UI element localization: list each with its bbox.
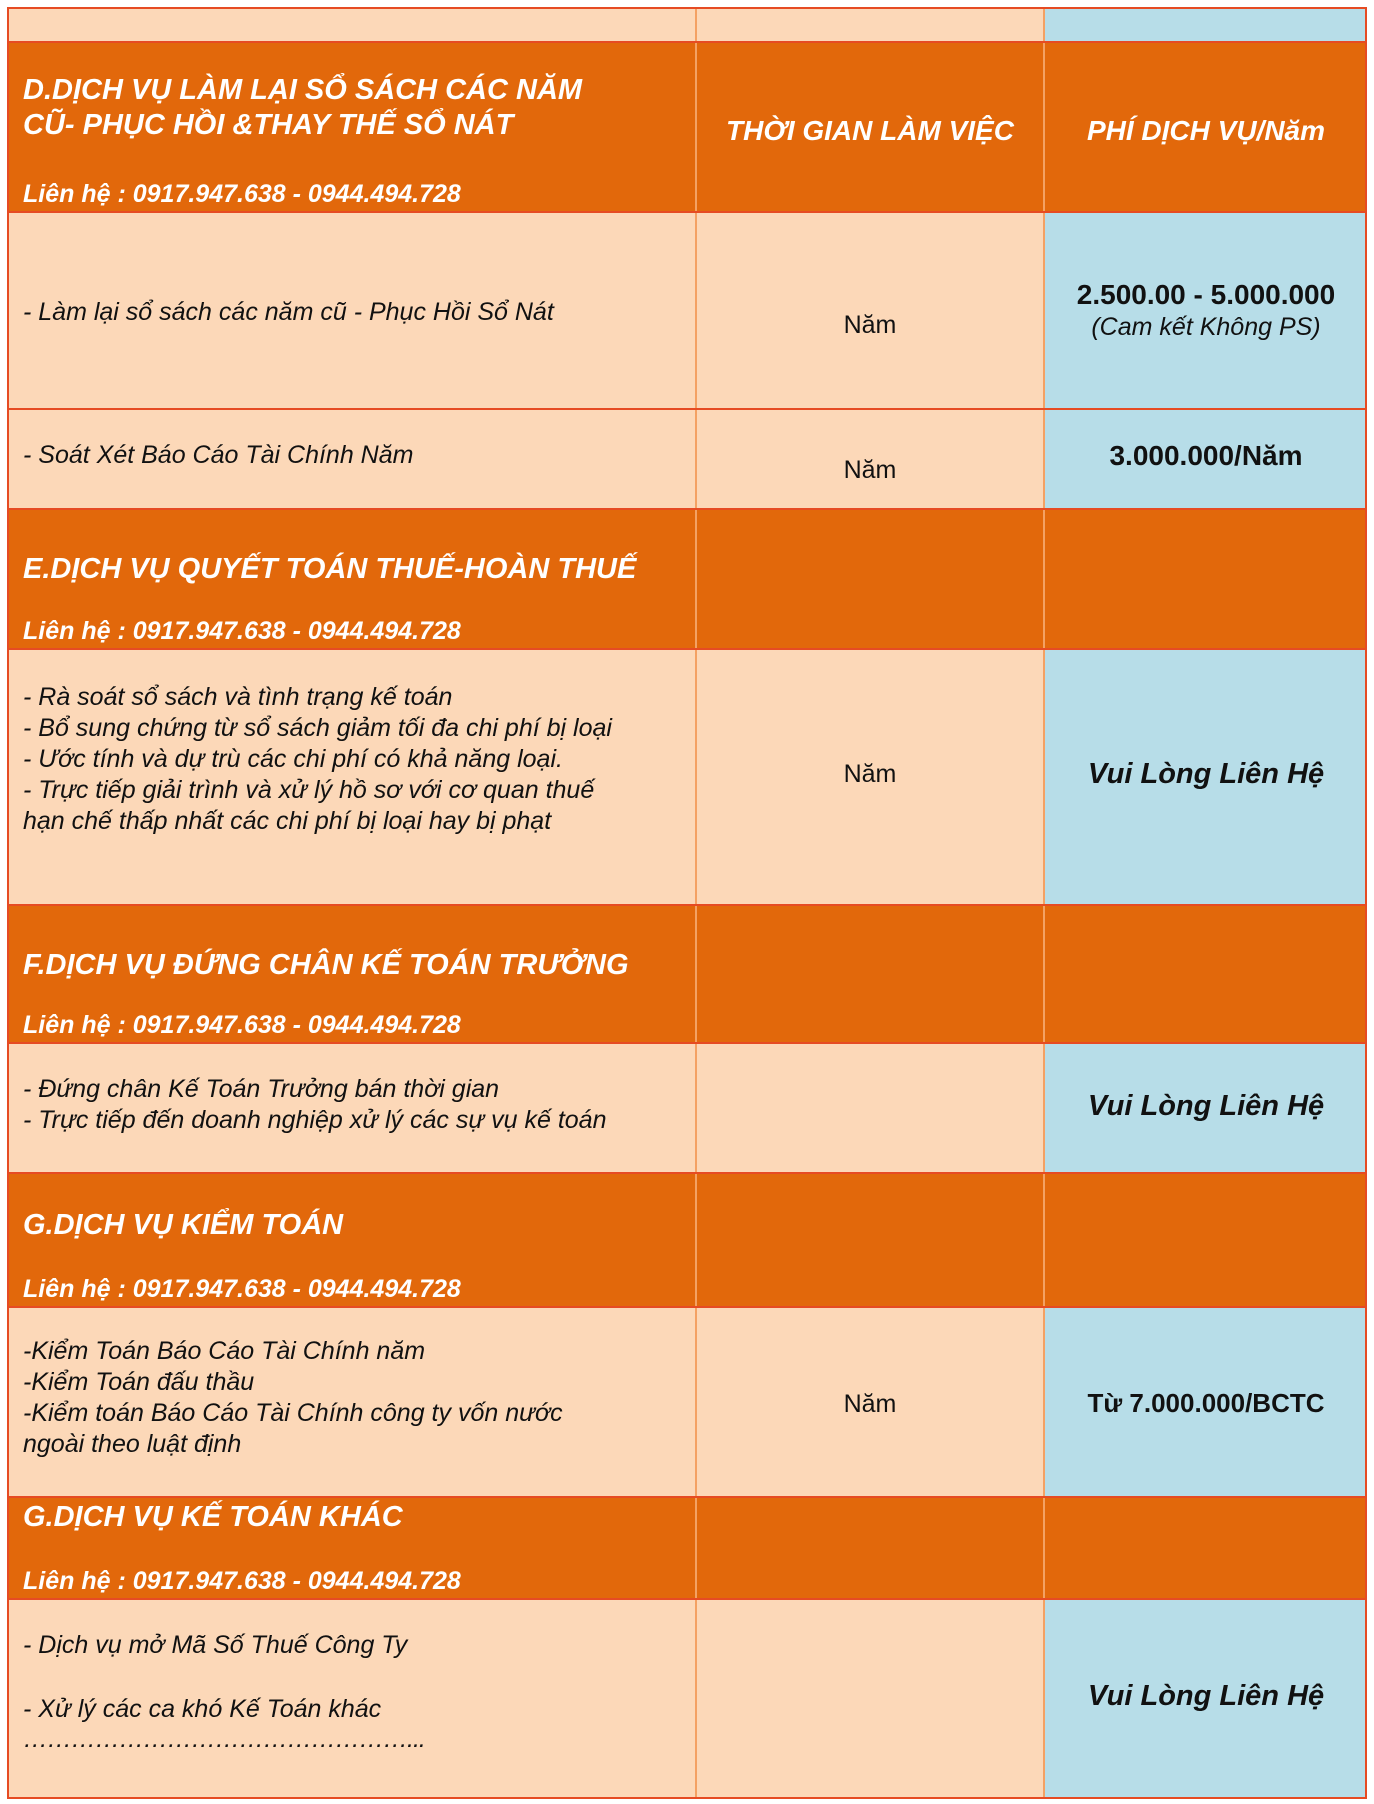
fee-note: (Cam kết Không PS) bbox=[1091, 313, 1321, 341]
service-desc-line: hạn chế thấp nhất các chi phí bị loại hay bị phạt bbox=[23, 807, 552, 835]
fee-value: 2.500.00 - 5.000.000 bbox=[1076, 279, 1336, 310]
time-cell bbox=[695, 1044, 1043, 1172]
fee-value: Từ 7.000.000/BCTC bbox=[1087, 1388, 1325, 1418]
service-desc-line: - Đứng chân Kế Toán Trưởng bán thời gian bbox=[23, 1075, 500, 1103]
service-desc bbox=[23, 1074, 606, 1136]
time-cell bbox=[695, 650, 1043, 904]
cell-empty bbox=[1043, 906, 1367, 1042]
time-cell bbox=[695, 1308, 1043, 1496]
cell-empty bbox=[7, 9, 695, 41]
section-e-header bbox=[7, 508, 1367, 648]
table-row bbox=[7, 211, 1367, 408]
fee-cell bbox=[1043, 213, 1367, 408]
service-desc: - Soát Xét Báo Cáo Tài Chính Năm bbox=[23, 441, 414, 469]
contact-phone: Liên hệ : 0917.947.638 - 0944.494.728 bbox=[23, 180, 461, 208]
table-row bbox=[7, 1306, 1367, 1496]
section-title: E.DỊCH VỤ QUYẾT TOÁN THUẾ-HOÀN THUẾ bbox=[23, 553, 637, 585]
cell-empty bbox=[695, 1174, 1043, 1306]
section-g2-header bbox=[7, 1496, 1367, 1598]
service-desc-line: -Kiểm Toán Báo Cáo Tài Chính năm bbox=[23, 1337, 426, 1365]
table-row bbox=[7, 1042, 1367, 1172]
service-desc-line: ngoài theo luật định bbox=[23, 1430, 242, 1458]
cell-empty bbox=[1043, 1498, 1367, 1598]
service-desc: - Làm lại sổ sách các năm cũ - Phục Hồi Sổ Nát bbox=[23, 298, 554, 326]
column-header-label: PHÍ DỊCH VỤ/Năm bbox=[1086, 115, 1326, 146]
cell-empty bbox=[1043, 9, 1367, 41]
service-desc-line: -Kiểm toán Báo Cáo Tài Chính công ty vốn nước bbox=[23, 1399, 563, 1427]
service-desc-cell bbox=[7, 1600, 695, 1799]
section-f-header bbox=[7, 904, 1367, 1042]
section-f-title-cell bbox=[7, 906, 695, 1042]
service-desc bbox=[23, 682, 612, 837]
cell-empty bbox=[695, 9, 1043, 41]
section-title: F.DỊCH VỤ ĐỨNG CHÂN KẾ TOÁN TRƯỞNG bbox=[23, 949, 629, 981]
column-header-time bbox=[695, 43, 1043, 211]
contact-phone: Liên hệ : 0917.947.638 - 0944.494.728 bbox=[23, 617, 461, 645]
service-desc-cell bbox=[7, 1308, 695, 1496]
fee-cell bbox=[1043, 1044, 1367, 1172]
service-desc-line: - Rà soát sổ sách và tình trạng kế toán bbox=[23, 683, 453, 711]
fee-value: Vui Lòng Liên Hệ bbox=[1087, 758, 1325, 790]
time-cell bbox=[695, 410, 1043, 508]
cell-empty bbox=[1043, 1174, 1367, 1306]
time-value: Năm bbox=[843, 1390, 897, 1418]
time-cell bbox=[695, 213, 1043, 408]
section-d-header bbox=[7, 41, 1367, 211]
service-desc bbox=[23, 1336, 563, 1460]
section-g-header bbox=[7, 1172, 1367, 1306]
section-g-title-cell bbox=[7, 1174, 695, 1306]
service-desc-dots: …………………………………………... bbox=[23, 1725, 425, 1753]
service-desc-line: - Ước tính và dự trù các chi phí có khả năng loại. bbox=[23, 745, 563, 773]
table-row-top-partial bbox=[7, 7, 1367, 41]
contact-phone: Liên hệ : 0917.947.638 - 0944.494.728 bbox=[23, 1275, 461, 1303]
fee-value: Vui Lòng Liên Hệ bbox=[1087, 1680, 1325, 1712]
time-value: Năm bbox=[843, 456, 897, 484]
fee-cell bbox=[1043, 1308, 1367, 1496]
contact-phone: Liên hệ : 0917.947.638 - 0944.494.728 bbox=[23, 1011, 461, 1039]
section-title bbox=[23, 73, 582, 143]
section-title-line: D.DỊCH VỤ LÀM LẠI SỔ SÁCH CÁC NĂM bbox=[23, 74, 583, 106]
service-desc-line: -Kiểm Toán đấu thầu bbox=[23, 1368, 255, 1396]
service-desc-cell bbox=[7, 410, 695, 508]
service-desc-cell bbox=[7, 213, 695, 408]
cell-empty bbox=[1043, 510, 1367, 648]
service-desc-cell bbox=[7, 1044, 695, 1172]
column-header-label: THỜI GIAN LÀM VIỆC bbox=[726, 115, 1014, 146]
section-d-title-cell bbox=[7, 43, 695, 211]
fee-value: Vui Lòng Liên Hệ bbox=[1087, 1090, 1325, 1122]
section-title-line: CŨ- PHỤC HỒI &THAY THẾ SỔ NÁT bbox=[23, 109, 514, 141]
table-row bbox=[7, 1598, 1367, 1799]
fee-cell bbox=[1043, 650, 1367, 904]
section-title: G.DỊCH VỤ KIỂM TOÁN bbox=[23, 1209, 344, 1241]
service-desc-line: - Dịch vụ mở Mã Số Thuế Công Ty bbox=[23, 1631, 408, 1659]
time-value: Năm bbox=[843, 760, 897, 788]
service-desc-line: - Trực tiếp đến doanh nghiệp xử lý các sự vụ kế toán bbox=[23, 1106, 607, 1134]
fee-cell bbox=[1043, 1600, 1367, 1799]
service-desc-line: - Bổ sung chứng từ sổ sách giảm tối đa chi phí bị loại bbox=[23, 714, 612, 742]
column-header-fee bbox=[1043, 43, 1367, 211]
cell-empty bbox=[695, 510, 1043, 648]
service-desc-line: - Xử lý các ca khó Kế Toán khác bbox=[23, 1695, 382, 1723]
service-desc-cell bbox=[7, 650, 695, 904]
cell-empty bbox=[695, 1498, 1043, 1598]
table-row bbox=[7, 648, 1367, 904]
table-row bbox=[7, 408, 1367, 508]
service-desc-line: - Trực tiếp giải trình và xử lý hồ sơ với cơ quan thuế bbox=[23, 776, 595, 804]
time-value: Năm bbox=[843, 311, 897, 339]
section-g2-title-cell bbox=[7, 1498, 695, 1598]
fee-cell bbox=[1043, 410, 1367, 508]
section-title: G.DỊCH VỤ KẾ TOÁN KHÁC bbox=[23, 1501, 403, 1533]
time-cell bbox=[695, 1600, 1043, 1799]
cell-empty bbox=[695, 906, 1043, 1042]
contact-phone: Liên hệ : 0917.947.638 - 0944.494.728 bbox=[23, 1567, 461, 1595]
fee-value: 3.000.000/Năm bbox=[1109, 440, 1303, 471]
section-e-title-cell bbox=[7, 510, 695, 648]
